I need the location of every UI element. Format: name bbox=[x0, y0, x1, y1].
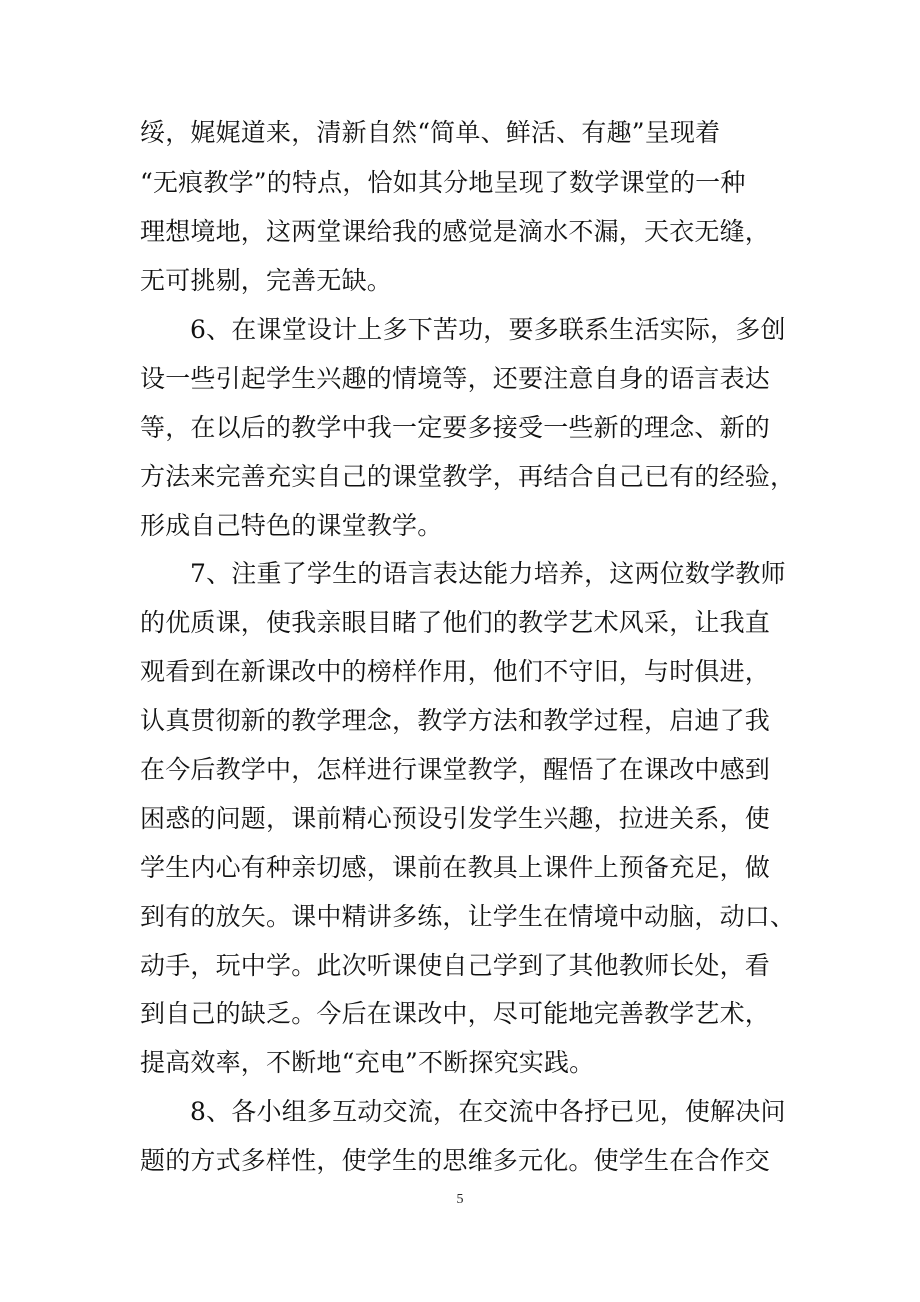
text-line-5: 6、在课堂设计上多下苦功，要多联系生活实际，多创 bbox=[190, 315, 786, 344]
text-line-10: 7、注重了学生的语言表达能力培养，这两位数学教师 bbox=[190, 559, 786, 588]
text-line-15: 困惑的问题，课前精心预设引发学生兴趣，拉进关系，使 bbox=[140, 804, 771, 833]
text-line-9: 形成自己特色的课堂教学。 bbox=[140, 511, 443, 540]
page-number: 5 bbox=[456, 1192, 464, 1207]
text-line-17: 到有的放矢。课中精讲多练，让学生在情境中动脑，动口、 bbox=[140, 902, 796, 931]
text-line-11: 的优质课，使我亲眼目睹了他们的教学艺术风采，让我直 bbox=[140, 608, 771, 637]
text-line-1: 绥，娓娓道来，清新自然“简单、鲜活、有趣”呈现着 bbox=[140, 118, 721, 147]
text-line-8: 方法来完善充实自己的课堂教学，再结合自己已有的经验， bbox=[140, 462, 796, 491]
text-line-6: 设一些引起学生兴趣的情境等，还要注意自身的语言表达 bbox=[140, 364, 771, 393]
text-line-2: “无痕教学”的特点，恰如其分地呈现了数学课堂的一种 bbox=[140, 168, 746, 197]
text-line-16: 学生内心有种亲切感，课前在教具上课件上预备充足，做 bbox=[140, 853, 771, 882]
text-line-7: 等，在以后的教学中我一定要多接受一些新的理念、新的 bbox=[140, 413, 771, 442]
text-line-22: 题的方式多样性，使学生的思维多元化。使学生在合作交 bbox=[140, 1146, 771, 1175]
text-line-21: 8、各小组多互动交流，在交流中各抒已见，使解决问 bbox=[190, 1097, 786, 1126]
text-line-4: 无可挑剔，完善无缺。 bbox=[140, 266, 393, 295]
text-line-3: 理想境地，这两堂课给我的感觉是滴水不漏，天衣无缝， bbox=[140, 217, 771, 246]
text-line-20: 提高效率，不断地“充电”不断探究实践。 bbox=[140, 1048, 595, 1077]
text-line-19: 到自己的缺乏。今后在课改中，尽可能地完善教学艺术， bbox=[140, 999, 771, 1028]
text-line-18: 动手，玩中学。此次听课使自己学到了其他教师长处，看 bbox=[140, 951, 771, 980]
text-line-14: 在今后教学中，怎样进行课堂教学，醒悟了在课改中感到 bbox=[140, 755, 771, 784]
text-line-13: 认真贯彻新的教学理念，教学方法和教学过程，启迪了我 bbox=[140, 706, 771, 735]
text-line-12: 观看到在新课改中的榜样作用，他们不守旧，与时俱进， bbox=[140, 657, 771, 686]
